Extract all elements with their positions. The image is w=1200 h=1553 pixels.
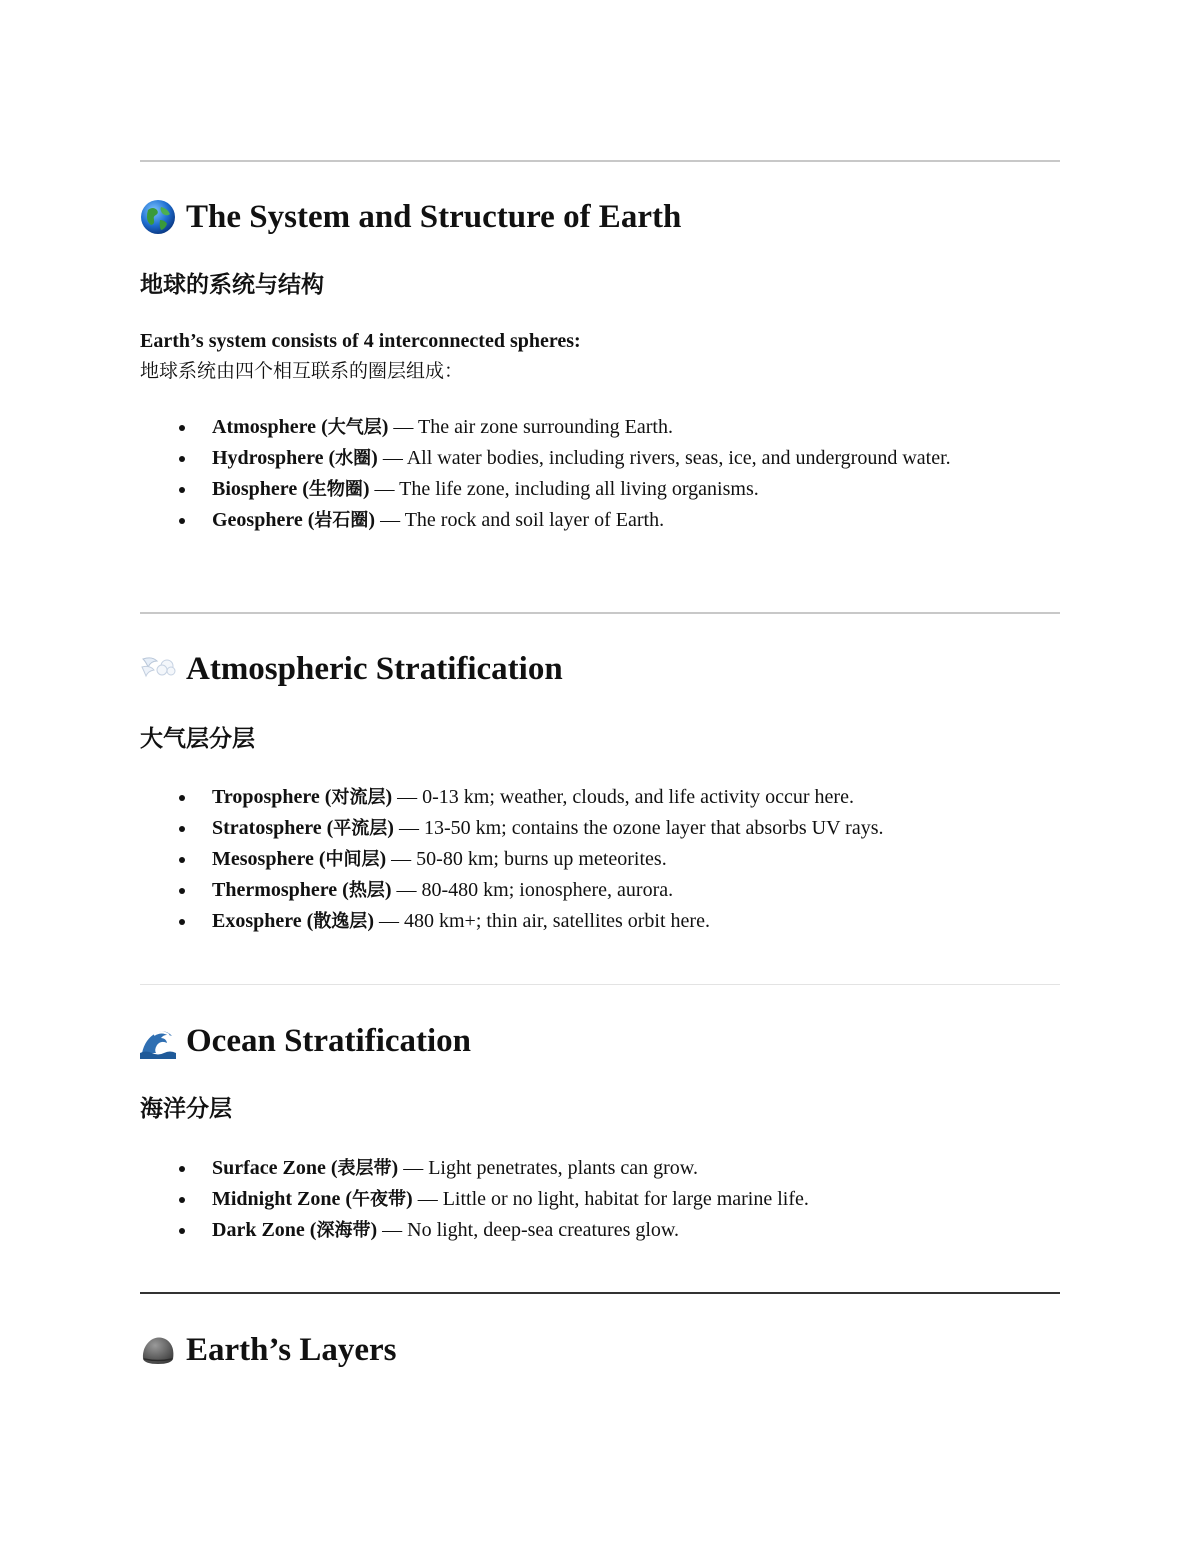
section-divider: [140, 984, 1060, 985]
section-lead: [140, 326, 1060, 386]
lead-chinese: 地球系统由四个相互联系的圈层组成：: [140, 360, 464, 382]
section-title: [140, 1021, 1060, 1061]
list-item: Dark Zone (深海带) — No light, deep-sea creatures glow.: [212, 1216, 1060, 1245]
section-earth-layers: [140, 1330, 1060, 1370]
list-item: Atmosphere (大气层) — The air zone surrounding Earth.: [212, 413, 1060, 442]
list-item: Stratosphere (平流层) — 13-50 km; contains the ozone layer that absorbs UV rays.: [212, 814, 1060, 843]
list-item: Geosphere (岩石圈) — The rock and soil layer of Earth.: [212, 506, 1060, 535]
spheres-list: [140, 413, 1060, 535]
list-item: Biosphere (生物圈) — The life zone, including all living organisms.: [212, 475, 1060, 504]
atmosphere-layers-list: [140, 783, 1060, 936]
section-title: [140, 649, 1060, 689]
list-item: Surface Zone (表层带) — Light penetrates, plants can grow.: [212, 1154, 1060, 1183]
list-item: Hydrosphere (水圈) — All water bodies, including rivers, seas, ice, and underground water.: [212, 444, 1060, 473]
section-ocean: [140, 1021, 1060, 1247]
section-divider: [140, 1292, 1060, 1294]
rock-icon: [140, 1332, 176, 1368]
section-divider: [140, 160, 1060, 162]
section-title-text: Atmospheric Stratification: [186, 651, 563, 687]
list-item: Mesosphere (中间层) — 50-80 km; burns up meteorites.: [212, 845, 1060, 874]
section-divider: [140, 612, 1060, 614]
section-subtitle: 地球的系统与结构: [140, 272, 324, 298]
section-subtitle: 海洋分层: [140, 1096, 232, 1122]
section-title-text: Ocean Stratification: [186, 1023, 472, 1059]
wave-icon: [140, 1023, 176, 1059]
section-earth-system: [140, 197, 1060, 537]
list-item: Exosphere (散逸层) — 480 km+; thin air, satellites orbit here.: [212, 907, 1060, 936]
wind-cloud-icon: [140, 651, 176, 687]
section-atmosphere: [140, 649, 1060, 938]
list-item: Midnight Zone (午夜带) — Little or no light, habitat for large marine life.: [212, 1185, 1060, 1214]
lead-english: Earth’s system consists of 4 interconnected spheres:: [140, 330, 581, 352]
list-item: Thermosphere (热层) — 80-480 km; ionosphere, aurora.: [212, 876, 1060, 905]
section-title: [140, 197, 1060, 237]
list-item: Troposphere (对流层) — 0-13 km; weather, clouds, and life activity occur here.: [212, 783, 1060, 812]
section-title-text: Earth’s Layers: [186, 1332, 397, 1368]
section-title: [140, 1330, 1060, 1370]
globe-icon: [140, 199, 176, 235]
ocean-zones-list: [140, 1154, 1060, 1245]
section-subtitle: 大气层分层: [140, 726, 255, 752]
section-title-text: The System and Structure of Earth: [186, 199, 682, 235]
